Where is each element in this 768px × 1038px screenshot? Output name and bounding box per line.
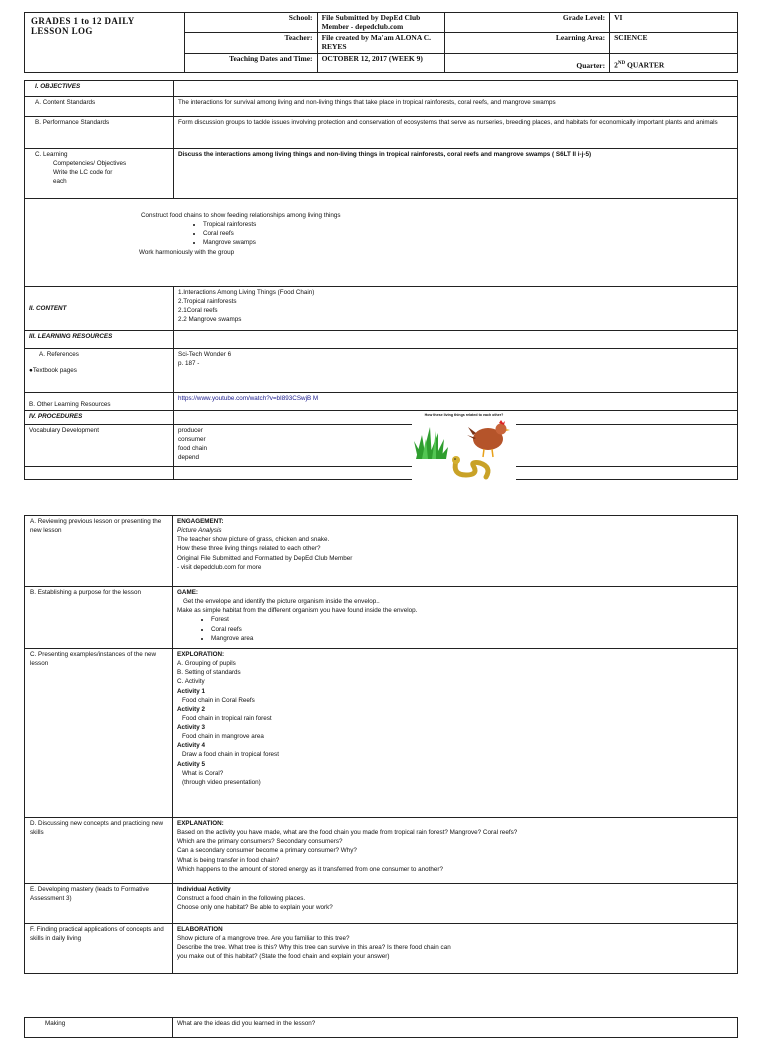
- resources-heading-blank: [174, 331, 738, 349]
- exploration-item: B. Setting of standards: [177, 669, 241, 677]
- vocab-word: depend: [178, 454, 200, 462]
- explanation-line: Based on the activity you have made, what are the food chain you made from tropical rain forest? Mangrove? Coral reefs?: [177, 829, 518, 837]
- school-value: File Submitted by DepEd Club Member - depedclub.com: [317, 13, 445, 33]
- engagement-line: - visit depedclub.com for more: [177, 563, 262, 571]
- objectives-table: [24, 80, 738, 480]
- engagement-title: ENGAGEMENT:: [177, 518, 224, 525]
- school-label: School:: [184, 13, 317, 33]
- competencies-label: [25, 149, 174, 199]
- vocab-word: food chain: [178, 445, 208, 453]
- dates-label: Teaching Dates and Time:: [184, 53, 317, 72]
- picture-caption: How these living things related to each other?: [424, 413, 504, 417]
- chicken-icon: [467, 420, 510, 457]
- habitat-item: • Mangrove swamps: [203, 238, 737, 247]
- step-g-label: Making: [25, 1018, 173, 1038]
- game-line: Get the envelope and identify the picture organism inside the envelop..: [183, 598, 380, 606]
- competencies-label-3: Write the LC code for: [53, 169, 113, 177]
- content-heading: II. CONTENT: [25, 287, 174, 331]
- generalization-table: [24, 1017, 738, 1038]
- engagement-subtitle: Picture Analysis: [177, 527, 222, 535]
- activity-heading: Activity 5: [177, 760, 205, 768]
- quarter-word: QUARTER: [625, 60, 665, 70]
- explanation-title: EXPLANATION:: [177, 820, 224, 827]
- activity-heading: Activity 2: [177, 705, 205, 713]
- step-f-label: F. Finding practical applications of concepts and skills in daily living: [25, 924, 173, 974]
- content-line: 2.1Coral reefs: [178, 307, 218, 315]
- area-label: Learning Area:: [445, 33, 610, 53]
- step-b-label: B. Establishing a purpose for the lesson: [25, 587, 173, 649]
- competencies-label-1: C. Learning: [35, 151, 68, 158]
- individual-activity-line: Construct a food chain in the following places.: [177, 895, 306, 903]
- exploration-item: Draw a food chain in tropical forest: [182, 751, 279, 759]
- quarter-label: Quarter:: [445, 53, 610, 72]
- engagement-line: The teacher show picture of grass, chicken and snake.: [177, 536, 330, 544]
- procedures-table: [24, 515, 738, 974]
- references-value: [174, 349, 738, 393]
- habitat-item: • Coral reefs: [203, 229, 737, 238]
- resources-heading: III. LEARNING RESOURCES: [25, 331, 174, 349]
- explanation-line: Which are the primary consumers? Secondary consumers?: [177, 838, 343, 846]
- vocab-label: Vocabulary Development: [25, 425, 174, 467]
- step-a-value: [173, 516, 738, 587]
- construct-text: Construct food chains to show feeding relationships among living things: [141, 212, 341, 219]
- step-e-label: E. Developing mastery (leads to Formative Assessment 3): [25, 884, 173, 924]
- step-c-value: [173, 649, 738, 818]
- explanation-line: Can a secondary consumer become a primary consumer? Why?: [177, 847, 357, 855]
- content-standards-value: The interactions for survival among living and non-living things that take place in tropical rainforests, coral reefs, and mangrove swamps: [174, 97, 738, 117]
- objectives-detail: [25, 199, 738, 287]
- textbook-label: Textbook pages: [32, 367, 77, 375]
- performance-standards-value: Form discussion groups to tackle issues involving protection and conservation of ecosystems that serve as nurseries, breeding places, and habitats for economically important plants and animals: [174, 117, 738, 149]
- vocab-word: producer: [178, 427, 203, 434]
- game-title: GAME:: [177, 589, 198, 596]
- reference-book: Sci-Tech Wonder 6: [178, 351, 232, 358]
- individual-activity-line: Choose only one habitat? Be able to explain your work?: [177, 904, 333, 912]
- teacher-value: File created by Ma'am ALONA C. REYES: [317, 33, 445, 53]
- work-text: Work harmoniously with the group: [139, 248, 235, 256]
- elaboration-line: Show picture of a mangrove tree. Are you familiar to this tree?: [177, 935, 350, 943]
- objectives-heading: I. OBJECTIVES: [25, 81, 174, 97]
- grade-label: Grade Level:: [445, 13, 610, 33]
- grass-icon: [414, 427, 448, 459]
- other-resources-link[interactable]: https://www.youtube.com/watch?v=bI893CSwjB M: [174, 393, 738, 411]
- content-line: 2.Tropical rainforests: [178, 298, 237, 306]
- exploration-item: Food chain in mangrove area: [182, 733, 264, 741]
- game-habitat-item: • Mangrove area: [211, 634, 733, 643]
- quarter-num: 2: [614, 60, 618, 70]
- snake-icon: [452, 456, 488, 477]
- engagement-line: How these three living things related to each other?: [177, 545, 321, 553]
- blank-cell: [25, 467, 174, 480]
- exploration-item: Food chain in tropical rain forest: [182, 714, 272, 722]
- step-f-value: [173, 924, 738, 974]
- vocab-value: [174, 413, 738, 467]
- step-d-value: [173, 818, 738, 884]
- content-lines: [174, 287, 738, 331]
- elaboration-line: you make out of this habitat? (State the food chain and explain your answer): [177, 953, 390, 961]
- individual-activity-title: Individual Activity: [177, 886, 231, 893]
- step-e-value: [173, 884, 738, 924]
- content-standards-label: A. Content Standards: [25, 97, 174, 117]
- activity-heading: Activity 4: [177, 742, 205, 750]
- explanation-line: Which happens to the amount of stored energy as it transferred from one consumer to another?: [177, 865, 444, 873]
- game-habitat-list: [177, 615, 733, 642]
- grass-chicken-snake-illustration: [412, 417, 516, 483]
- vocab-word: consumer: [178, 436, 206, 444]
- header-title: [25, 13, 185, 73]
- competencies-value: Discuss the interactions among living things and non-living things in tropical rainforests, coral reefs and mangrove swamps ( S6LT II i-j-5): [174, 149, 738, 199]
- food-chain-picture: [412, 413, 516, 487]
- procedures-heading: IV. PROCEDURES: [25, 411, 174, 425]
- performance-standards-label: B. Performance Standards: [25, 117, 174, 149]
- step-g-value: What are the ideas did you learned in the lesson?: [173, 1018, 738, 1038]
- other-resources-label: B. Other Learning Resources: [25, 393, 174, 411]
- explanation-line: What is being transfer in food chain?: [177, 856, 280, 864]
- references-label: [25, 349, 174, 393]
- exploration-item: Food chain in Coral Reefs: [182, 696, 255, 704]
- activity-heading: Activity 1: [177, 687, 205, 695]
- step-a-label: A. Reviewing previous lesson or presenting the new lesson: [25, 516, 173, 587]
- engagement-line: Original File Submitted and Formatted by DepEd Club Member: [177, 554, 353, 562]
- competencies-label-4: each: [53, 178, 67, 186]
- game-line: Make as simple habitat from the different organism you have found inside the envelop.: [177, 607, 418, 615]
- exploration-items: [177, 659, 733, 787]
- habitat-item: • Tropical rainforests: [203, 220, 737, 229]
- step-b-value: [173, 587, 738, 649]
- game-habitat-item: • Forest: [211, 615, 733, 624]
- dates-value: OCTOBER 12, 2017 (WEEK 9): [317, 53, 445, 72]
- step-d-label: D. Discussing new concepts and practicing new skills: [25, 818, 173, 884]
- activity-heading: Activity 3: [177, 724, 205, 731]
- exploration-item: What is Coral?: [182, 769, 224, 777]
- references-label-text: A. References: [39, 351, 79, 358]
- elaboration-line: Describe the tree. What tree is this? Why this tree can survive in this area? Is there food chain can: [177, 944, 451, 952]
- teacher-label: Teacher:: [184, 33, 317, 53]
- bullet-icon: ●: [29, 367, 33, 375]
- elaboration-title: ELABORATION: [177, 926, 223, 933]
- exploration-title: EXPLORATION:: [177, 651, 225, 658]
- objectives-heading-blank: [174, 81, 738, 97]
- quarter-value: [610, 53, 738, 72]
- grade-value: VI: [610, 13, 738, 33]
- title-line-2: LESSON LOG: [31, 26, 93, 37]
- game-habitat-item: • Coral reefs: [211, 625, 733, 634]
- reference-pages: p. 187 -: [178, 360, 200, 368]
- content-line: 1.Interactions Among Living Things (Food Chain): [178, 289, 315, 296]
- habitat-list: [25, 220, 737, 247]
- exploration-item: (through video presentation): [182, 778, 261, 786]
- exploration-item: A. Grouping of pupils: [177, 660, 236, 668]
- header-table: [24, 12, 738, 73]
- area-value: SCIENCE: [610, 33, 738, 53]
- exploration-item: C. Activity: [177, 678, 205, 686]
- quarter-sup: ND: [617, 61, 626, 67]
- competencies-label-2: Competencies/ Objectives: [53, 160, 127, 168]
- content-line: 2.2 Mangrove swamps: [178, 316, 242, 324]
- title-line-1: GRADES 1 to 12 DAILY: [31, 16, 135, 26]
- step-c-label: C. Presenting examples/instances of the new lesson: [25, 649, 173, 818]
